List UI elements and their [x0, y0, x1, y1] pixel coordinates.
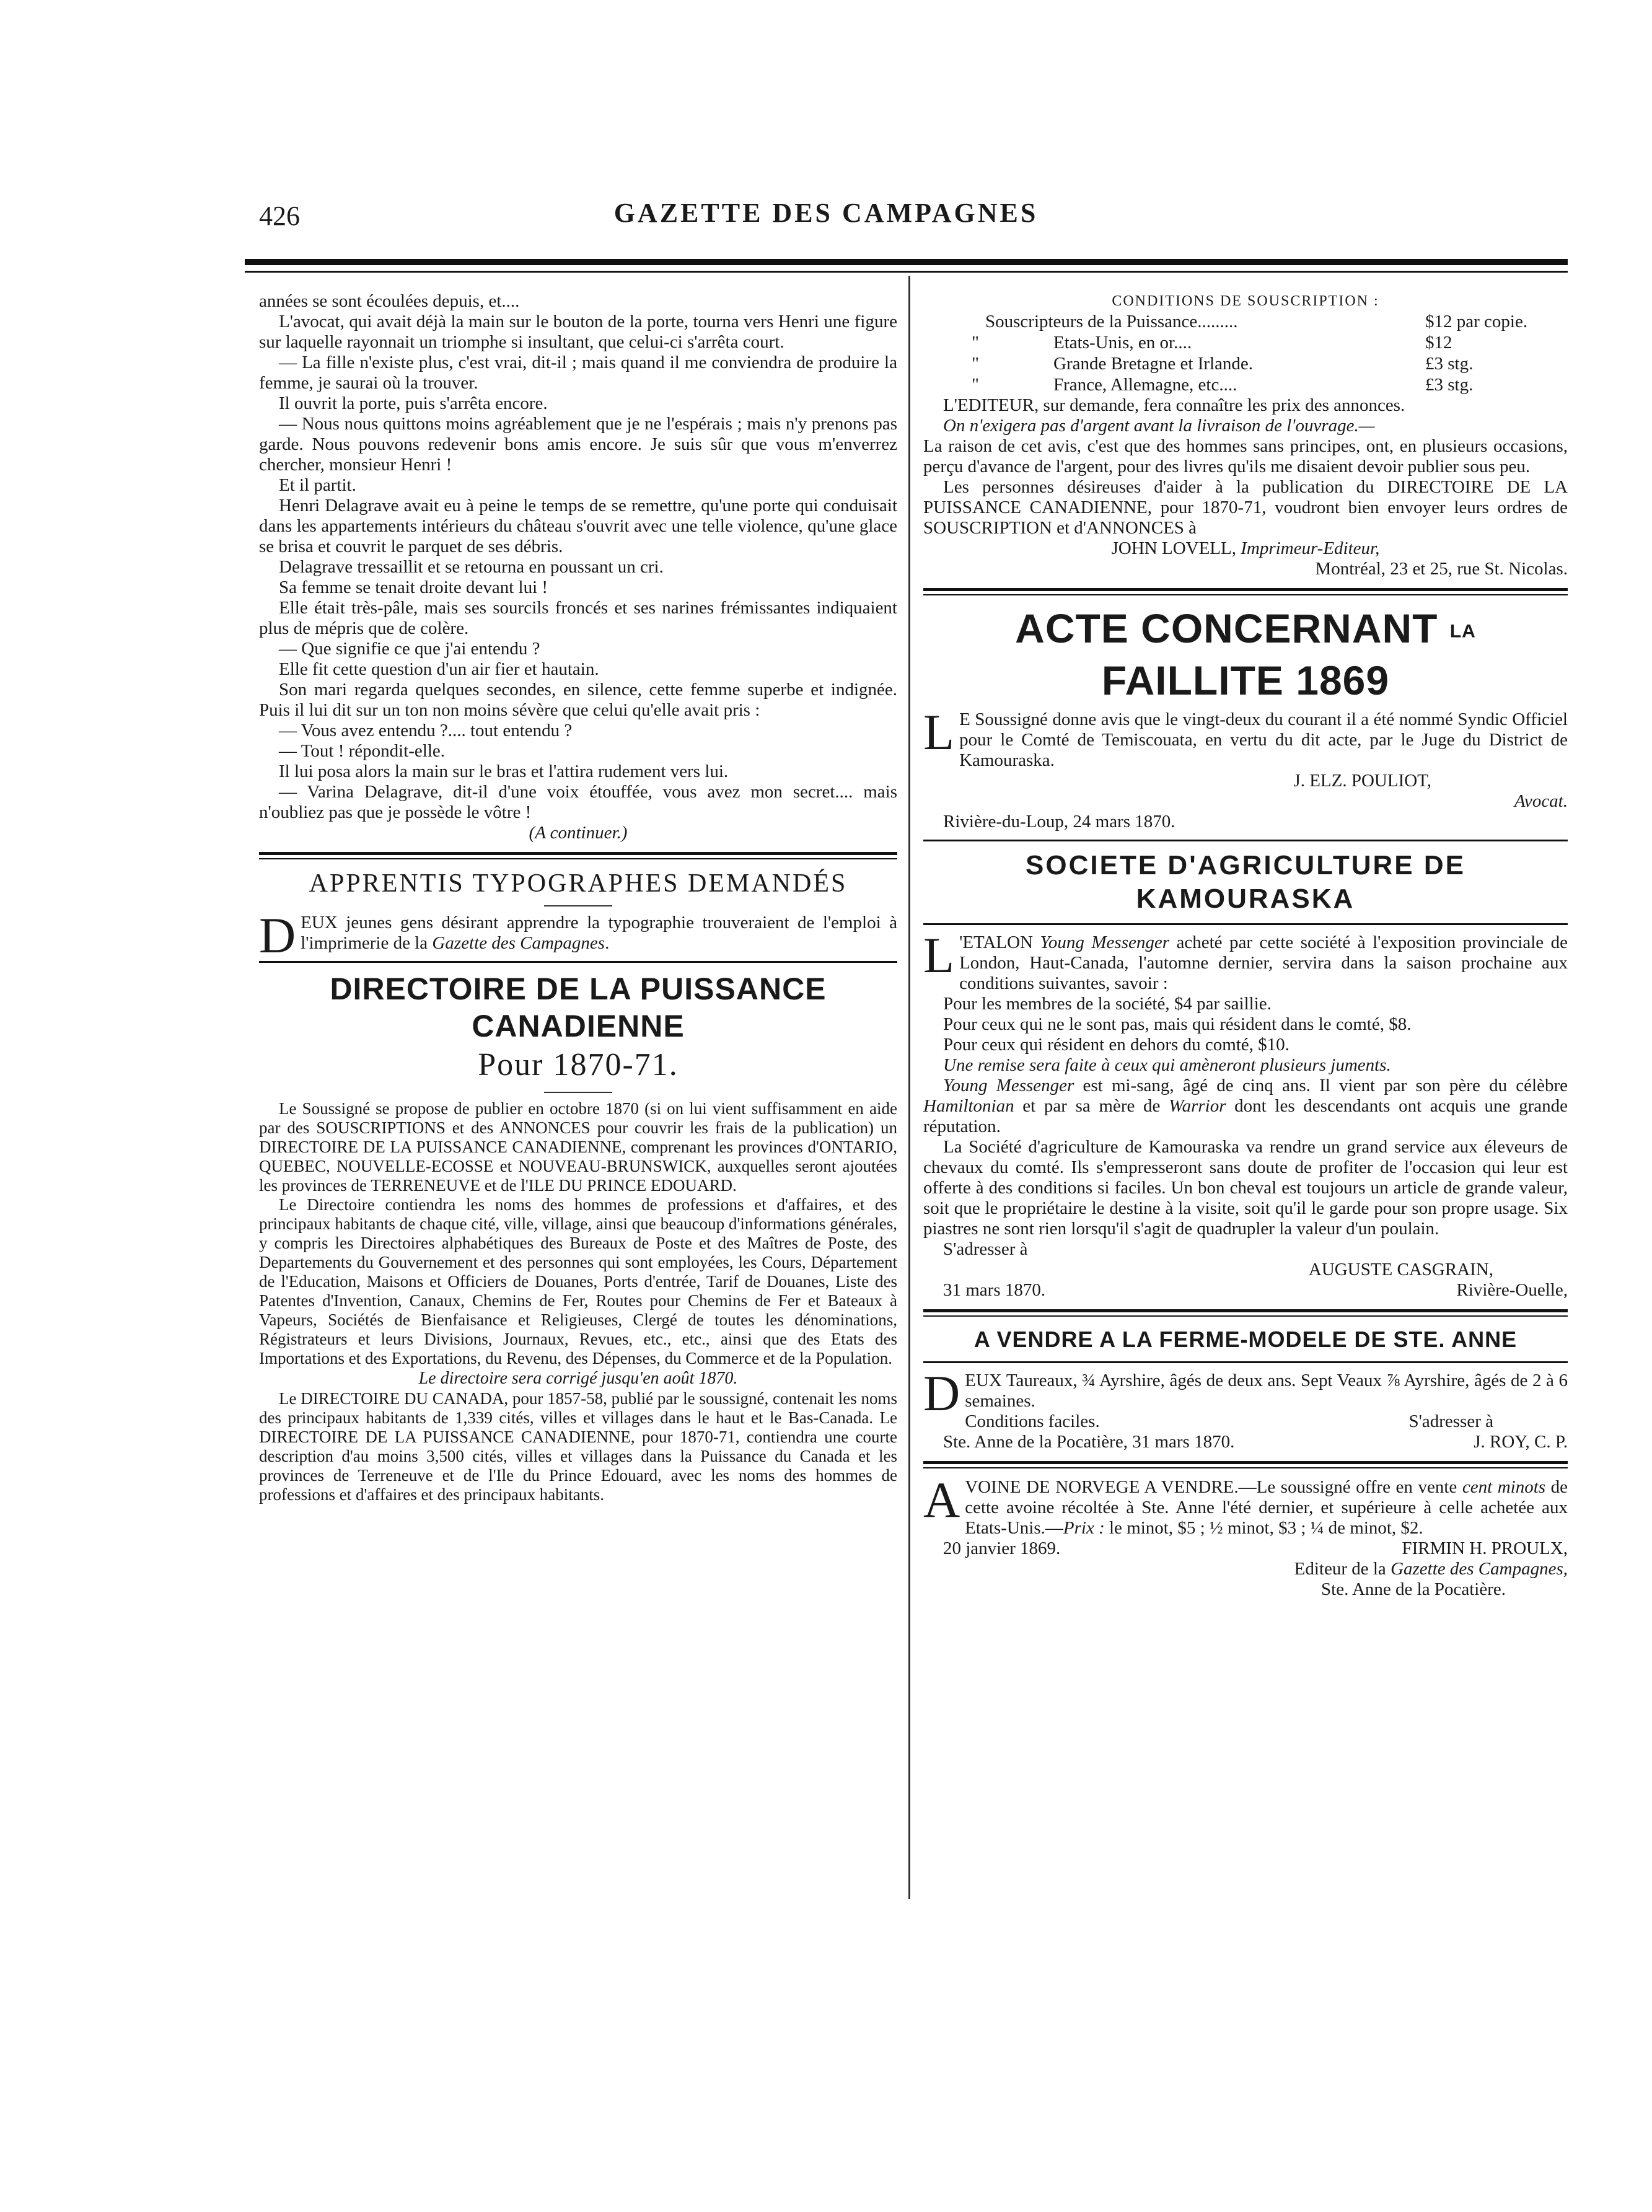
section-rule [923, 1309, 1568, 1317]
agriculture-service: La Société d'agriculture de Kamouraska va rendre un grand service aux éleveurs de chevaux du comté. Ils s'empresseront sans doute de profiter de l'occasion qui leur est offerte à des conditions si faciles. Un bon cheval est toujours un article de grande valeur, soit que le propriétaire le destine à la visite, soit qu'il le garde pour son propre usage. Six piastres ne sont rien lorsqu'il s'agit de quadrupler la valeur d'un poulain. [923, 1136, 1568, 1239]
story-paragraph: — Vous avez entendu ?.... tout entendu ? [279, 721, 573, 740]
signature-address: Montréal, 23 et 25, rue St. Nicolas. [1315, 559, 1568, 579]
story-paragraph: Henri Delagrave avait eu à peine le temps de se remettre, qu'une porte qui conduisait dans les appartements intérieurs du château s'ouvrit avec une telle violence, qu'une glace se brisa et couvrit le parquet de ses débris. [259, 496, 897, 556]
faillite-place-date: Rivière-du-Loup, 24 mars 1870. [943, 811, 1175, 832]
avoine-signer-place: Ste. Anne de la Pocatière. [1321, 1579, 1506, 1599]
story-paragraph: Elle était très-pâle, mais ses sourcils froncés et ses narines frémissantes indiquaient plus de mépris que de colère. [259, 598, 897, 638]
signature-title: Imprimeur-Editeur, [1241, 538, 1380, 558]
avoine-signer-title: Editeur de la Gazette des Campagnes, [1294, 1558, 1568, 1579]
agriculture-heading: SOCIETE D'AGRICULTURE DE KAMOURASKA [1026, 849, 1465, 914]
section-rule [923, 1361, 1568, 1363]
editor-note: L'EDITEUR, sur demande, fera connaître les prix des annonces. [943, 395, 1405, 415]
avoine-ad [923, 1471, 1568, 1600]
to-be-continued: (A continuer.) [529, 823, 628, 843]
agriculture-body: L 'ETALON Young Messenger acheté par cette société à l'exposition provinciale de London, Haut-Canada, l'automne dernier, servira dans la saison prochaine aux conditions suivantes, savoir : [923, 926, 1568, 993]
directoire-note: Le directoire sera corrigé jusqu'en août 1870. [418, 1369, 738, 1388]
faillite-heading: ACTE CONCERNANT LA FAILLITE 1869 [1015, 605, 1476, 703]
directoire-ad [259, 970, 897, 1504]
dropcap: A [923, 1471, 960, 1528]
story-paragraph: Sa femme se tenait droite devant lui ! [279, 577, 548, 597]
directoire-heading: DIRECTOIRE DE LA PUISSANCE CANADIENNE [330, 972, 827, 1043]
dropcap: L [923, 703, 955, 760]
faillite-ad [923, 604, 1568, 832]
dropcap: L [923, 926, 955, 983]
conditions-row: " France, Allemagne, etc.... £3 stg. [972, 375, 1474, 395]
ferme-heading: A VENDRE A LA FERME-MODELE DE STE. ANNE [973, 1326, 1518, 1352]
apprentis-body: DEUX jeunes gens désirant apprendre la typographie trouveraient de l'emploi à l'imprimerie de la Gazette des Campagnes. [259, 907, 897, 963]
agriculture-date-row: 31 mars 1870. Rivière-Ouelle, [943, 1279, 1568, 1300]
conditions-heading: CONDITIONS DE SOUSCRIPTION : [1112, 293, 1379, 309]
agriculture-contact: AUGUSTE CASGRAIN, [1308, 1259, 1493, 1279]
story-paragraph: Et il partit. [279, 475, 356, 495]
story-paragraph: années se sont écoulées depuis, et.... [259, 291, 520, 311]
directoire-paragraph: Le Soussigné se propose de publier en octobre 1870 (si on lui vient suffisamment en aide par des SOUSCRIPTIONS et des ANNONCES pour couvrir les frais de la publication) un DIRECTOIRE DE LA PUISSANCE CANADIENNE, comprenant les provinces d'ONTARIO, QUEBEC, NOUVELLE-ECOSSE et NOUVEAU-BRUNSWICK, auxquelles seront ajoutées les provinces de TERRENEUVE et de l'ILE DU PRINCE EDOUARD. [259, 1099, 897, 1195]
header-rule-thin [245, 271, 1568, 273]
section-rule [923, 923, 1568, 925]
directoire-subheading: Pour 1870-71. [478, 1047, 679, 1082]
section-rule [923, 840, 1568, 841]
directoire-paragraph: Le DIRECTOIRE DU CANADA, pour 1857-58, publié par le soussigné, contenait les noms des principaux habitants de 1,339 cités, villes et villages dans le haut et le Bas-Canada. Le DIRECTOIRE DE LA PUISSANCE CANADIENNE, pour 1870-71, contiendra une courte description d'au moins 3,500 cités, villes et villages dans la Puissance du Canada et les provinces de Terreneuve et de l'Ile du Prince Edouard, avec les noms des hommes de professions et d'affaires et des principaux habitants. [259, 1389, 897, 1504]
signature-name: JOHN LOVELL, [1111, 538, 1236, 558]
apprentis-ad [259, 868, 897, 963]
agriculture-term: Pour ceux qui ne le sont pas, mais qui résident dans le comté, $8. [943, 1014, 1412, 1034]
ferme-sign-row: Ste. Anne de la Pocatière, 31 mars 1870. J. ROY, C. P. [943, 1431, 1568, 1452]
faillite-signer: J. ELZ. POULIOT, [1293, 770, 1431, 791]
story-paragraph: Son mari regarda quelques secondes, en silence, cette femme superbe et indignée. Puis il lui dit sur un ton non moins sévère que celui qu'elle avait pris : [259, 680, 897, 720]
left-column [259, 291, 897, 1504]
story-paragraph: — Varina Delagrave, dit-il d'une voix étouffée, vous avez mon secret.... mais n'oubliez pas que je possède le vôtre ! [259, 782, 897, 822]
header-rule-thick [245, 259, 1568, 265]
story-paragraph: — Que signifie ce que j'ai entendu ? [279, 639, 540, 659]
call-text: Les personnes désireuses d'aider à la publication du DIRECTOIRE DE LA PUISSANCE CANADIENNE, pour 1870-71, voudront bien envoyer leurs ordres de SOUSCRIPTION et d'ANNONCES à [923, 477, 1568, 538]
story-paragraph: L'avocat, qui avait déjà la main sur le bouton de la porte, tourna vers Henri une figure sur laquelle rayonnait un triomphe si insultant, que celui-ci s'arrêta court. [259, 312, 897, 352]
column-divider [908, 276, 910, 1899]
conditions-row: " Etats-Unis, en or.... $12 [972, 333, 1452, 353]
story-section [259, 291, 897, 843]
agriculture-pedigree: Young Messenger est mi-sang, âgé de cinq ans. Il vient par son père du célèbre Hamiltonian et par sa mère de Warrior dont les descendants ont acquis une grande réputation. [923, 1075, 1568, 1136]
conditions-section [923, 291, 1568, 579]
page-number: 426 [259, 201, 300, 231]
directoire-paragraph: Le Directoire contiendra les noms des hommes de professions et d'affaires, et des principaux habitants de chaque cité, ville, village, ainsi que beaucoup d'informations générales, y compris les Directoires alphabétiques des Bureaux de Poste et des Maîtres de Poste, des Departements du Gouvernement et des personnes qui sont employées, les Cours, Département de l'Education, Maisons et Officiers de Douanes, Ports d'entrée, Tarif de Douanes, Liste des Patentes d'Invention, Canaux, Chemins de Fer, Routes pour Chemins de Fer et Bateaux à Vapeurs, Sociétés de Bienfaisance et Religieuses, Clergé de toutes les dénominations, Régistrateurs et leurs Divisions, Journaux, Revues, etc., etc., ainsi que des Etats des Importations et des Exportations, du Revenu, des Dépenses, du Commerce et de la Population. [259, 1195, 897, 1367]
apprentis-heading: APPRENTIS TYPOGRAPHES DEMANDÉS [309, 869, 848, 898]
agriculture-ad [923, 849, 1568, 1301]
right-column [923, 291, 1568, 1600]
faillite-signer-title: Avocat. [1514, 791, 1568, 811]
section-rule [259, 961, 897, 963]
agriculture-term: Pour ceux qui résident en dehors du comté, $10. [943, 1034, 1290, 1055]
story-paragraph: — La fille n'existe plus, c'est vrai, dit-il ; mais quand il me conviendra de produire la femme, je saurai où la trouver. [259, 353, 897, 393]
running-title: GAZETTE DES CAMPAGNES [613, 198, 1039, 228]
payment-note: On n'exigera pas d'argent avant la livraison de l'ouvrage.— [943, 416, 1375, 436]
avoine-body: AVOINE DE NORVEGE A VENDRE.—Le soussigné offre en vente cent minots de cette avoine récoltée à Ste. Anne l'été dernier, et supérieure à celle achetée aux Etats-Unis.—Prix : le minot, $5 ; ½ minot, $3 ; ¼ de minot, $2. [923, 1471, 1568, 1538]
story-paragraph: — Nous nous quittons moins agréablement que je ne l'espérais ; mais n'y prenons pas garde. Nous pouvons redevenir bons amis encore. Je suis sûr que vous m'enverrez chercher, monsieur Henri ! [259, 414, 897, 475]
faillite-body: L E Soussigné donne avis que le vingt-deux du courant il a été nommé Syndic Officiel pour le Comté de Temiscouata, en vertu du dit acte, par le Juge du District de Kamouraska. [923, 703, 1568, 770]
dropcap: D [923, 1364, 960, 1421]
story-paragraph: Elle fit cette question d'un air fier et hautain. [279, 659, 599, 679]
reason-text: La raison de cet avis, c'est que des hommes sans principes, ont, en plusieurs occasions, perçu d'avance de l'argent, pour des livres qu'ils me disaient devoir publier sous peu. [923, 436, 1568, 476]
short-rule [544, 905, 612, 906]
story-paragraph: Delagrave tressaillit et se retourna en poussant un cri. [279, 557, 664, 577]
agriculture-address-to: S'adresser à [943, 1239, 1028, 1259]
section-rule [923, 588, 1568, 595]
signature-line [923, 538, 1568, 559]
ferme-body: DEUX Taureaux, ¾ Ayrshire, âgés de deux ans. Sept Veaux ⅞ Ayrshire, âgés de 2 à 6 semaines. [923, 1364, 1568, 1421]
ferme-conditions-row: Conditions faciles. S'adresser à [965, 1411, 1493, 1431]
agriculture-term: Pour les membres de la société, $4 par saillie. [943, 993, 1272, 1014]
dropcap: D [259, 907, 296, 963]
section-rule [259, 852, 897, 859]
ferme-ad [923, 1325, 1568, 1452]
story-paragraph: — Tout ! répondit-elle. [279, 741, 446, 761]
story-paragraph: Il lui posa alors la main sur le bras et l'attira rudement vers lui. [279, 761, 729, 781]
conditions-row: " Grande Bretagne et Irlande. £3 stg. [972, 354, 1474, 374]
section-rule [923, 1461, 1568, 1468]
story-paragraph: Il ouvrit la porte, puis s'arrêta encore. [279, 393, 548, 413]
avoine-sign-row: 20 janvier 1869. FIRMIN H. PROULX, [943, 1538, 1568, 1558]
agriculture-remise: Une remise sera faite à ceux qui amèneront plusieurs juments. [943, 1055, 1391, 1075]
short-rule [544, 1092, 612, 1093]
conditions-row: Souscripteurs de la Puissance......... $12 par copie. [985, 312, 1528, 331]
